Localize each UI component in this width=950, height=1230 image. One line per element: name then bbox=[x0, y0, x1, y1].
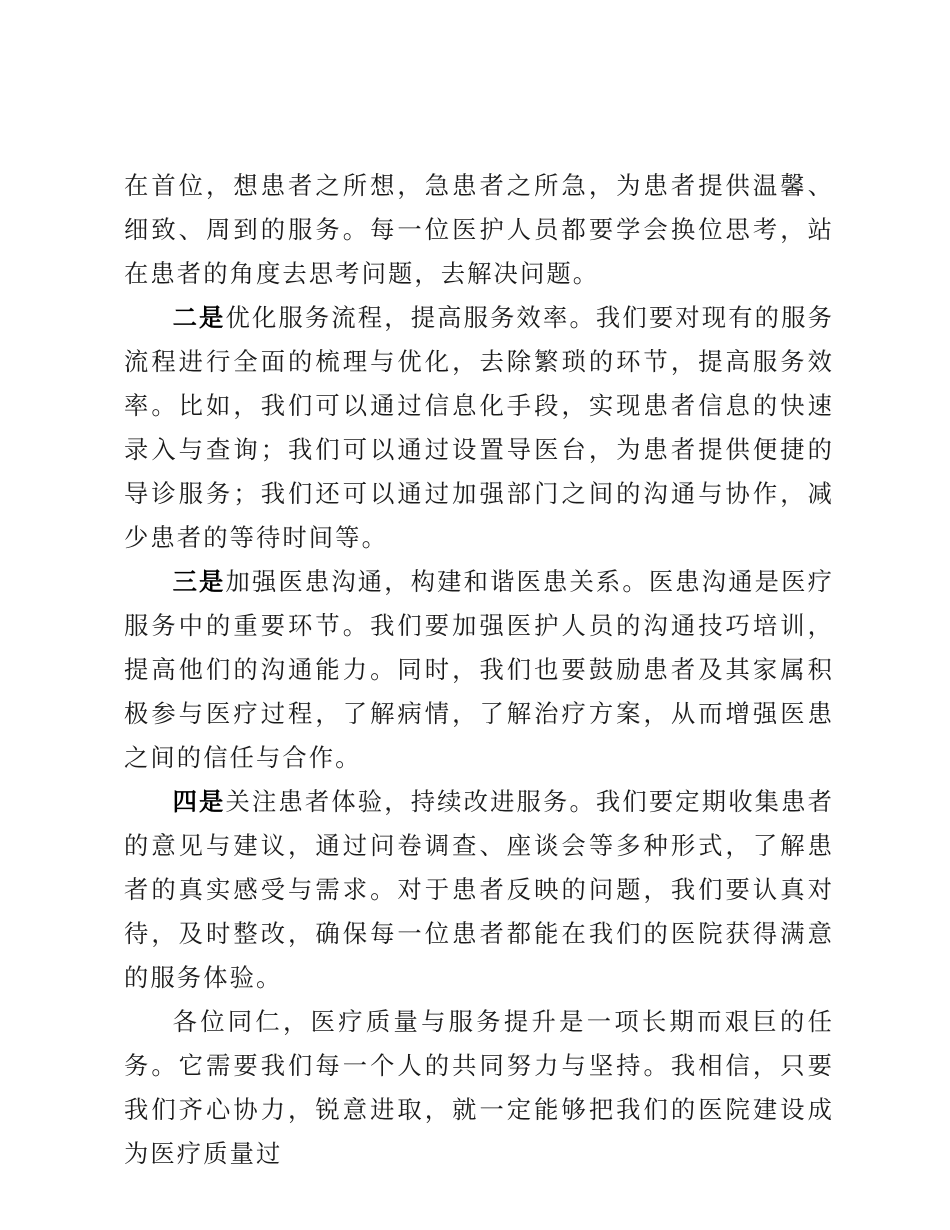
paragraph-point-three bbox=[124, 560, 834, 780]
document-page bbox=[124, 164, 834, 1176]
paragraph-point-two bbox=[124, 296, 834, 560]
paragraph-text: 在首位，想患者之所想，急患者之所急，为患者提供温馨、细致、周到的服务。每一位医护人员都要学会换位思考，站在患者的角度去思考问题，去解决问题。 bbox=[124, 171, 834, 288]
paragraph-lead: 四是 bbox=[172, 787, 226, 816]
paragraph-closing bbox=[124, 1000, 834, 1176]
paragraph-text: 优化服务流程，提高服务效率。我们要对现有的服务流程进行全面的梳理与优化，去除繁琐的环节，提高服务效率。比如，我们可以通过信息化手段，实现患者信息的快速录入与查询；我们可以通过设置导医台，为患者提供便捷的导诊服务；我们还可以通过加强部门之间的沟通与协作，减少患者的等待时间等。 bbox=[124, 303, 834, 552]
paragraph-lead: 三是 bbox=[172, 567, 226, 596]
paragraph-text: 加强医患沟通，构建和谐医患关系。医患沟通是医疗服务中的重要环节。我们要加强医护人员的沟通技巧培训，提高他们的沟通能力。同时，我们也要鼓励患者及其家属积极参与医疗过程，了解病情，了解治疗方案，从而增强医患之间的信任与合作。 bbox=[124, 567, 834, 772]
paragraph-text: 各位同仁，医疗质量与服务提升是一项长期而艰巨的任务。它需要我们每一个人的共同努力与坚持。我相信，只要我们齐心协力，锐意进取，就一定能够把我们的医院建设成为医疗质量过 bbox=[124, 1007, 834, 1168]
paragraph-continuation bbox=[124, 164, 834, 296]
paragraph-point-four bbox=[124, 780, 834, 1000]
paragraph-lead: 二是 bbox=[172, 303, 226, 332]
paragraph-text: 关注患者体验，持续改进服务。我们要定期收集患者的意见与建议，通过问卷调查、座谈会等多种形式，了解患者的真实感受与需求。对于患者反映的问题，我们要认真对待，及时整改，确保每一位患者都能在我们的医院获得满意的服务体验。 bbox=[124, 787, 834, 992]
